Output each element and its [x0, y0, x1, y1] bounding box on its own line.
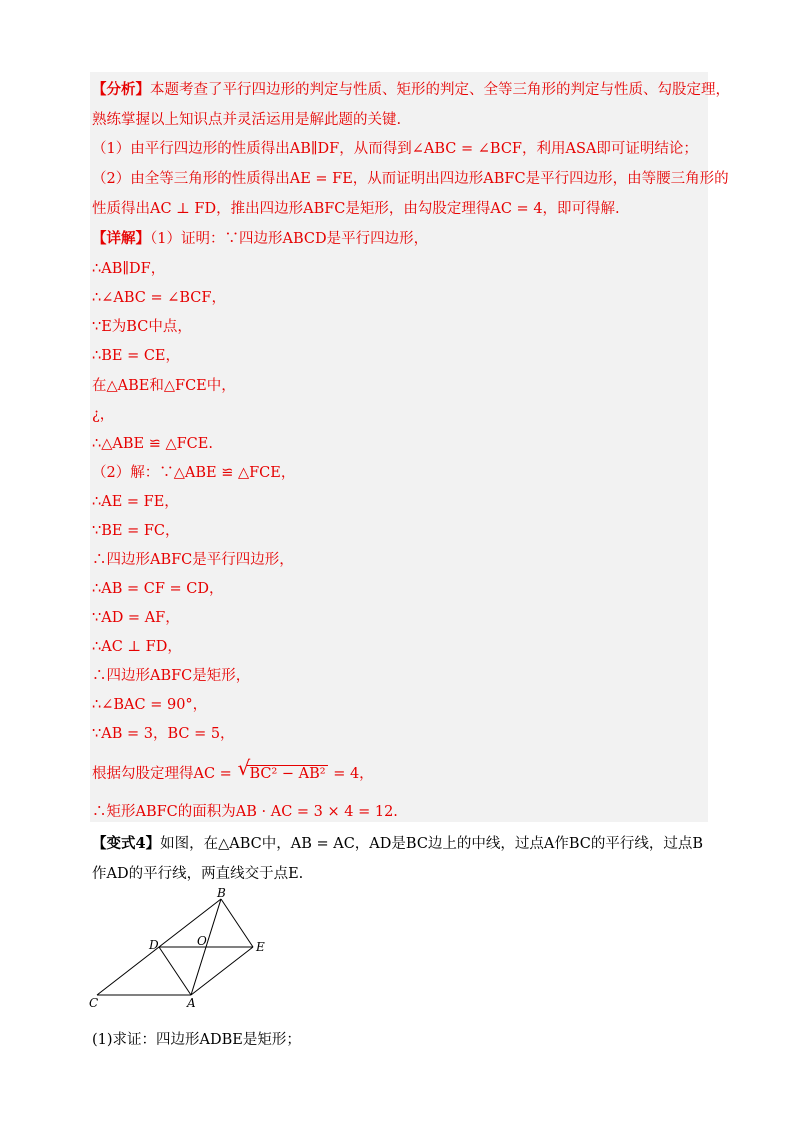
variant-line-1: 【变式4】如图，在△ABC中，AB = AC，AD是BC边上的中线，过点A作BC的平行线，过点B: [92, 835, 704, 852]
variant-line-2: 作AD的平行线，两直线交于点E.: [92, 866, 304, 882]
detail-step: ¿，: [92, 407, 115, 423]
geometry-figure: [85, 885, 275, 1010]
detail-step: ∵E为BC中点，: [92, 319, 192, 335]
detail-step: ∴四边形ABFC是矩形，: [92, 668, 251, 684]
detail-step: ∴∠ABC = ∠BCF，: [92, 290, 226, 306]
detail-step: ∴△ABE ≌ △FCE.: [92, 436, 213, 452]
detail-step: ∵BE = FC，: [92, 523, 180, 539]
variant-label: 【变式4】: [92, 835, 161, 852]
question-1: (1)求证：四边形ADBE是矩形；: [92, 1032, 301, 1048]
detail-step: ∴∠BAC = 90°，: [92, 697, 208, 713]
segment-be: [221, 899, 253, 947]
label-o: O: [197, 934, 207, 948]
detail-step: ∵AB = 3，BC = 5，: [92, 726, 235, 742]
analysis-line-4: （2）由全等三角形的性质得出AE = FE，从而证明出四边形ABFC是平行四边形，由等腰三角形的: [92, 171, 729, 187]
area-line: ∴矩形ABFC的面积为AB · AC = 3 × 4 = 12.: [92, 804, 398, 820]
analysis-line-5: 性质得出AC ⊥ FD，推出四边形ABFC是矩形，由勾股定理得AC = 4，即可得解.: [92, 201, 620, 217]
label-a: A: [187, 996, 196, 1010]
analysis-line-3: （1）由平行四边形的性质得出AB∥DF，从而得到∠ABC = ∠BCF，利用ASA即可证明结论；: [92, 141, 698, 157]
analysis-line-1: 【分析】本题考查了平行四边形的判定与性质、矩形的判定、全等三角形的判定与性质、勾股定理，: [92, 81, 730, 98]
detail-step: （2）解：∵△ABE ≌ △FCE，: [92, 465, 296, 481]
segment-ae: [191, 947, 253, 995]
label-c: C: [89, 996, 99, 1010]
detail-step: ∴AE = FE，: [92, 494, 179, 510]
detail-step: ∴AB = CF = CD，: [92, 581, 224, 597]
label-d: D: [149, 938, 159, 952]
detail-step: 在△ABE和△FCE中，: [92, 378, 236, 394]
square-root: √ BC² − AB²: [237, 756, 326, 782]
analysis-label: 【分析】: [92, 81, 150, 98]
detail-line-1: 【详解】（1）证明：∵四边形ABCD是平行四边形，: [92, 230, 429, 247]
detail-label: 【详解】: [92, 230, 150, 247]
detail-step: ∴BE = CE，: [92, 348, 181, 364]
detail-step: ∴AB∥DF，: [92, 261, 166, 277]
analysis-line-2: 熟练掌握以上知识点并灵活运用是解此题的关键.: [92, 112, 402, 128]
pythagoras-line: 根据勾股定理得AC = √ BC² − AB² = 4，: [92, 756, 374, 782]
detail-step: ∴四边形ABFC是平行四边形，: [92, 552, 294, 568]
detail-step: ∵AD = AF，: [92, 610, 180, 626]
label-b: B: [217, 886, 226, 900]
label-e: E: [256, 940, 265, 954]
detail-step: ∴AC ⊥ FD，: [92, 639, 182, 655]
segment-da: [159, 947, 191, 995]
